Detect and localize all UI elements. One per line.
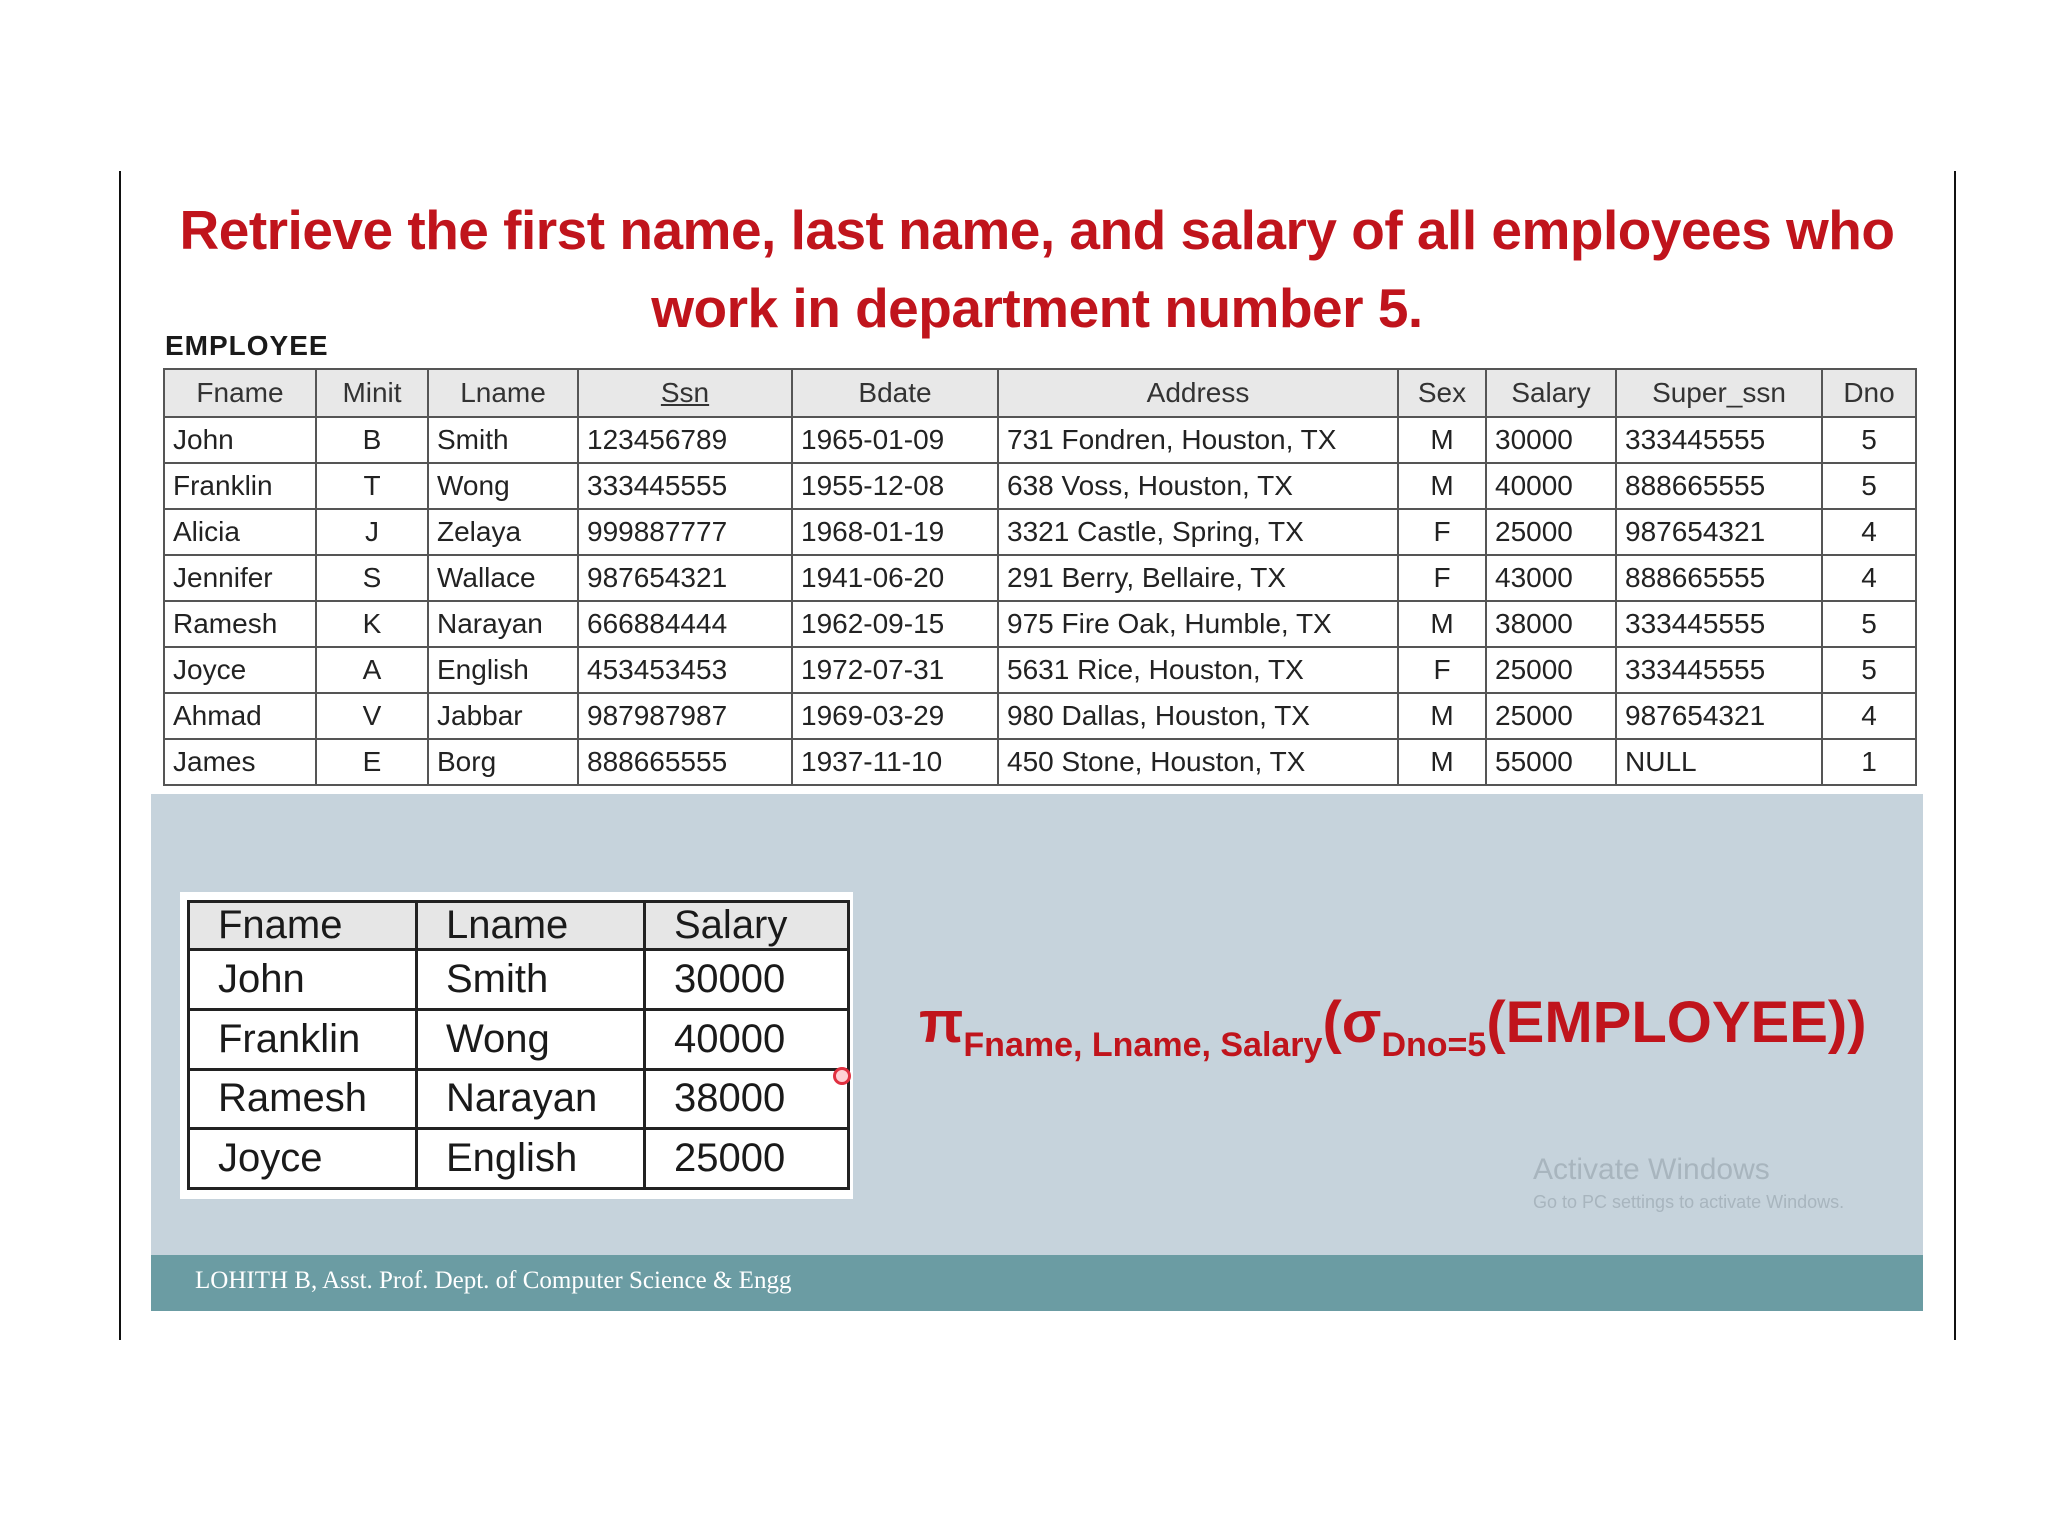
table-cell: 638 Voss, Houston, TX — [998, 463, 1398, 509]
employee-col-header: Minit — [316, 369, 428, 417]
table-cell: 999887777 — [578, 509, 792, 555]
activate-windows-watermark — [1533, 1153, 1844, 1217]
table-row — [164, 509, 1916, 555]
table-row — [189, 1069, 849, 1129]
video-frame-left-border — [119, 171, 121, 1340]
employee-table-header — [164, 369, 1916, 417]
employee-col-header: Dno — [1822, 369, 1916, 417]
table-cell: Wong — [428, 463, 578, 509]
selection-symbol: σ — [1341, 990, 1382, 1055]
table-cell: English — [417, 1129, 645, 1189]
slide — [151, 191, 1923, 1311]
table-cell: 30000 — [1486, 417, 1616, 463]
employee-col-header: Fname — [164, 369, 316, 417]
table-cell: 4 — [1822, 693, 1916, 739]
table-row — [164, 739, 1916, 785]
table-cell: 291 Berry, Bellaire, TX — [998, 555, 1398, 601]
table-cell: M — [1398, 417, 1486, 463]
result-col-header: Fname — [189, 902, 417, 950]
table-cell: 450 Stone, Houston, TX — [998, 739, 1398, 785]
projection-symbol: π — [919, 990, 964, 1055]
table-cell: 333445555 — [1616, 647, 1822, 693]
employee-col-header: Salary — [1486, 369, 1616, 417]
table-cell: M — [1398, 739, 1486, 785]
table-cell: John — [164, 417, 316, 463]
open-paren: ( — [1322, 990, 1342, 1055]
table-cell: 1972-07-31 — [792, 647, 998, 693]
table-cell: 987654321 — [578, 555, 792, 601]
table-cell: 333445555 — [1616, 417, 1822, 463]
table-cell: 123456789 — [578, 417, 792, 463]
table-cell: M — [1398, 463, 1486, 509]
table-cell: Franklin — [164, 463, 316, 509]
table-row — [164, 555, 1916, 601]
table-row — [164, 647, 1916, 693]
table-row — [189, 950, 849, 1010]
table-cell: T — [316, 463, 428, 509]
slide-footer — [151, 1255, 1923, 1311]
table-cell: John — [189, 950, 417, 1010]
table-cell: M — [1398, 693, 1486, 739]
table-cell: 5 — [1822, 601, 1916, 647]
result-table-body — [189, 950, 849, 1189]
table-row — [164, 417, 1916, 463]
table-cell: 5 — [1822, 463, 1916, 509]
employee-col-header: Super_ssn — [1616, 369, 1822, 417]
table-cell: 731 Fondren, Houston, TX — [998, 417, 1398, 463]
table-cell: 453453453 — [578, 647, 792, 693]
employee-col-header: Bdate — [792, 369, 998, 417]
relation-name: (EMPLOYEE)) — [1486, 990, 1867, 1055]
slide-top-panel — [151, 191, 1923, 794]
table-cell: Joyce — [189, 1129, 417, 1189]
table-cell: 5 — [1822, 647, 1916, 693]
table-cell: 1968-01-19 — [792, 509, 998, 555]
table-cell: English — [428, 647, 578, 693]
table-cell: 4 — [1822, 509, 1916, 555]
table-cell: 38000 — [1486, 601, 1616, 647]
table-cell: 43000 — [1486, 555, 1616, 601]
table-cell: Jabbar — [428, 693, 578, 739]
table-cell: Narayan — [428, 601, 578, 647]
table-cell: 1941-06-20 — [792, 555, 998, 601]
result-table — [187, 900, 850, 1190]
table-row — [164, 601, 1916, 647]
employee-col-header: Sex — [1398, 369, 1486, 417]
table-cell: 333445555 — [1616, 601, 1822, 647]
selection-condition: Dno=5 — [1381, 1026, 1487, 1064]
table-cell: F — [1398, 555, 1486, 601]
table-cell: M — [1398, 601, 1486, 647]
table-cell: 5631 Rice, Houston, TX — [998, 647, 1398, 693]
table-cell: 1965-01-09 — [792, 417, 998, 463]
table-cell: V — [316, 693, 428, 739]
table-cell: 40000 — [1486, 463, 1616, 509]
table-cell: 1955-12-08 — [792, 463, 998, 509]
table-cell: 25000 — [645, 1129, 849, 1189]
table-cell: K — [316, 601, 428, 647]
table-cell: 888665555 — [578, 739, 792, 785]
footer-text: LOHITH B, Asst. Prof. Dept. of Computer Science & Engg — [195, 1267, 792, 1294]
slide-title: Retrieve the first name, last name, and salary of all employees who work in department number 5. — [179, 199, 1895, 339]
table-cell: 3321 Castle, Spring, TX — [998, 509, 1398, 555]
result-table-header — [189, 902, 849, 950]
result-table-panel — [180, 892, 853, 1199]
table-cell: 666884444 — [578, 601, 792, 647]
table-cell: 4 — [1822, 555, 1916, 601]
table-cell: Smith — [417, 950, 645, 1010]
table-cell: Franklin — [189, 1009, 417, 1069]
table-row — [164, 463, 1916, 509]
table-cell: 1962-09-15 — [792, 601, 998, 647]
table-cell: Ramesh — [164, 601, 316, 647]
table-cell: 987654321 — [1616, 693, 1822, 739]
table-cell: James — [164, 739, 316, 785]
table-cell: 1 — [1822, 739, 1916, 785]
table-cell: A — [316, 647, 428, 693]
result-col-header: Salary — [645, 902, 849, 950]
table-cell: Narayan — [417, 1069, 645, 1129]
table-cell: Jennifer — [164, 555, 316, 601]
table-cell: S — [316, 555, 428, 601]
table-cell: Ahmad — [164, 693, 316, 739]
table-cell: 1969-03-29 — [792, 693, 998, 739]
table-cell: 40000 — [645, 1009, 849, 1069]
employee-table-label: EMPLOYEE — [165, 330, 329, 361]
table-cell: E — [316, 739, 428, 785]
table-cell: Borg — [428, 739, 578, 785]
table-cell: F — [1398, 647, 1486, 693]
table-cell: 333445555 — [578, 463, 792, 509]
table-cell: 30000 — [645, 950, 849, 1010]
employee-col-header: Address — [998, 369, 1398, 417]
table-cell: Wong — [417, 1009, 645, 1069]
watermark-title: Activate Windows — [1533, 1153, 1770, 1186]
table-cell: 25000 — [1486, 509, 1616, 555]
table-cell: NULL — [1616, 739, 1822, 785]
table-cell: F — [1398, 509, 1486, 555]
watermark-subtitle: Go to PC settings to activate Windows. — [1533, 1192, 1845, 1212]
table-cell: Ramesh — [189, 1069, 417, 1129]
table-cell: Smith — [428, 417, 578, 463]
video-frame-right-border — [1954, 171, 1956, 1340]
table-cell: 888665555 — [1616, 463, 1822, 509]
table-row — [164, 693, 1916, 739]
employee-col-header: Lname — [428, 369, 578, 417]
table-cell: 38000 — [645, 1069, 849, 1129]
table-cell: 987654321 — [1616, 509, 1822, 555]
table-row — [189, 1129, 849, 1189]
relational-algebra-expression — [919, 988, 1867, 1080]
table-cell: 975 Fire Oak, Humble, TX — [998, 601, 1398, 647]
projection-attributes: Fname, Lname, Salary — [963, 1026, 1323, 1064]
table-cell: 1937-11-10 — [792, 739, 998, 785]
employee-table-body — [164, 417, 1916, 785]
table-cell: Alicia — [164, 509, 316, 555]
table-cell: Wallace — [428, 555, 578, 601]
table-cell: 55000 — [1486, 739, 1616, 785]
table-cell: 987987987 — [578, 693, 792, 739]
table-cell: J — [316, 509, 428, 555]
pointer-cursor-icon — [833, 1067, 851, 1085]
table-cell: 25000 — [1486, 693, 1616, 739]
table-cell: 888665555 — [1616, 555, 1822, 601]
table-cell: 980 Dallas, Houston, TX — [998, 693, 1398, 739]
table-cell: 5 — [1822, 417, 1916, 463]
table-cell: Zelaya — [428, 509, 578, 555]
table-cell: B — [316, 417, 428, 463]
employee-col-header: Ssn — [578, 369, 792, 417]
employee-table — [163, 368, 1917, 786]
table-cell: 25000 — [1486, 647, 1616, 693]
table-cell: Joyce — [164, 647, 316, 693]
result-col-header: Lname — [417, 902, 645, 950]
table-row — [189, 1009, 849, 1069]
